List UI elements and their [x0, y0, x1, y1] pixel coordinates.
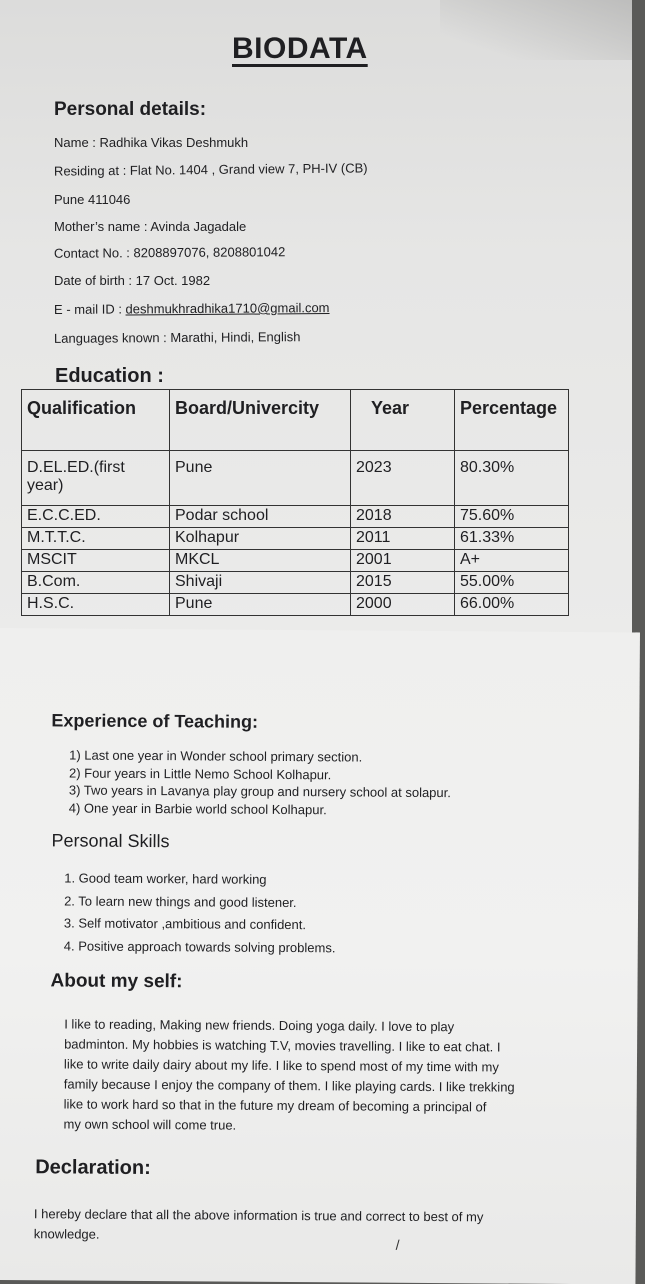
- skills-list: [64, 867, 336, 959]
- dob-line: Date of birth : 17 Oct. 1982: [54, 273, 211, 288]
- table-cell: MKCL: [170, 550, 351, 572]
- education-table: [21, 389, 569, 616]
- biodata-page-top: [0, 0, 632, 640]
- header-board: Board/Univercity: [170, 390, 351, 451]
- document-title: BIODATA: [232, 32, 368, 65]
- list-item: 4. Positive approach towards solving problems.: [63, 937, 336, 955]
- paragraph-line: I like to reading, Making new friends. Doing yoga daily. I love to play: [64, 1016, 455, 1035]
- table-header-row: [22, 390, 569, 451]
- list-item: 3) Two years in Lavanya play group and nursery school at solapur.: [68, 782, 451, 801]
- table-row: [22, 528, 569, 550]
- table-cell: 2011: [351, 528, 455, 550]
- table-cell: Shivaji: [170, 572, 351, 594]
- personal-details-heading: Personal details:: [54, 99, 207, 120]
- table-cell: 80.30%: [455, 451, 569, 506]
- name-line: Name : Radhika Vikas Deshmukh: [54, 135, 249, 150]
- table-cell: 2001: [351, 550, 455, 572]
- list-item: 1) Last one year in Wonder school primary section.: [69, 747, 363, 765]
- skills-heading: Personal Skills: [51, 830, 170, 852]
- table-cell: 66.00%: [455, 594, 569, 616]
- table-cell: 75.60%: [455, 506, 569, 528]
- paragraph-line: like to work hard so that in the future my dream of becoming a principal of: [63, 1096, 487, 1115]
- table-cell: MSCIT: [22, 550, 170, 572]
- list-item: 2. To learn new things and good listener.: [64, 892, 297, 910]
- email-line: [54, 300, 330, 317]
- table-row: [22, 550, 569, 572]
- table-cell: E.C.C.ED.: [22, 506, 170, 528]
- table-cell: M.T.T.C.: [22, 528, 170, 550]
- list-item: 2) Four years in Little Nemo School Kolhapur.: [68, 764, 332, 782]
- contact-line: Contact No. : 8208897076, 8208801042: [53, 244, 286, 261]
- table-cell: 2000: [351, 594, 455, 616]
- table-cell: Podar school: [170, 506, 351, 528]
- table-cell: 55.00%: [455, 572, 569, 594]
- table-cell: A+: [455, 550, 569, 572]
- list-item: 1. Good team worker, hard working: [64, 870, 267, 887]
- table-cell: B.Com.: [22, 572, 170, 594]
- table-cell: 2018: [351, 506, 455, 528]
- table-cell: H.S.C.: [22, 594, 170, 616]
- experience-list: [69, 746, 452, 819]
- mother-name-line: Mother’s name : Avinda Jagadale: [54, 219, 247, 234]
- experience-heading: Experience of Teaching:: [51, 710, 259, 732]
- header-year: Year: [351, 390, 455, 451]
- table-row: [22, 451, 569, 506]
- about-paragraph: [63, 1014, 569, 1138]
- table-row: [22, 572, 569, 594]
- email-label: E - mail ID :: [53, 301, 126, 317]
- address-line-2: Pune 411046: [54, 192, 131, 207]
- header-qualification: Qualification: [22, 390, 170, 451]
- header-percentage: Percentage: [455, 390, 569, 451]
- about-heading: About my self:: [50, 970, 183, 993]
- list-item: 3. Self motivator ,ambitious and confident.: [63, 915, 307, 933]
- declaration-heading: Declaration:: [35, 1156, 151, 1180]
- paragraph-line: I hereby declare that all the above information is true and correct to best of my: [33, 1206, 484, 1225]
- table-cell: 61.33%: [455, 528, 569, 550]
- table-cell: Kolhapur: [170, 528, 351, 550]
- biodata-page-bottom: [0, 628, 640, 1284]
- email-link[interactable]: deshmukhradhika1710@gmail.com: [125, 300, 330, 317]
- table-cell: 2015: [351, 572, 455, 594]
- paragraph-line: knowledge.: [33, 1226, 100, 1242]
- paragraph-line: badminton. My hobbies is watching T.V, movies travelling. I like to eat chat. I: [64, 1036, 501, 1055]
- table-row: [22, 594, 569, 616]
- paragraph-line: like to write daily dairy about my life. I like to spend most of my time with my: [63, 1056, 499, 1075]
- page-fold-shadow: [440, 0, 632, 60]
- languages-line: Languages known : Marathi, Hindi, English: [53, 329, 301, 346]
- paragraph-line: family because I enjoy the company of them. I like playing cards. I like trekking: [63, 1076, 515, 1095]
- table-cell: Pune: [170, 594, 351, 616]
- table-cell: 2023: [351, 451, 455, 506]
- list-item: 4) One year in Barbie world school Kolhapur.: [68, 799, 327, 817]
- table-cell: D.EL.ED.(first year): [22, 451, 170, 506]
- address-line-1: Residing at : Flat No. 1404 , Grand view 7, PH-IV (CB): [53, 160, 368, 179]
- declaration-paragraph: [34, 1204, 594, 1248]
- pen-mark: /: [395, 1236, 400, 1253]
- table-cell: Pune: [170, 451, 351, 506]
- table-row: [22, 506, 569, 528]
- education-heading: Education :: [55, 365, 164, 387]
- paragraph-line: my own school will come true.: [63, 1116, 237, 1133]
